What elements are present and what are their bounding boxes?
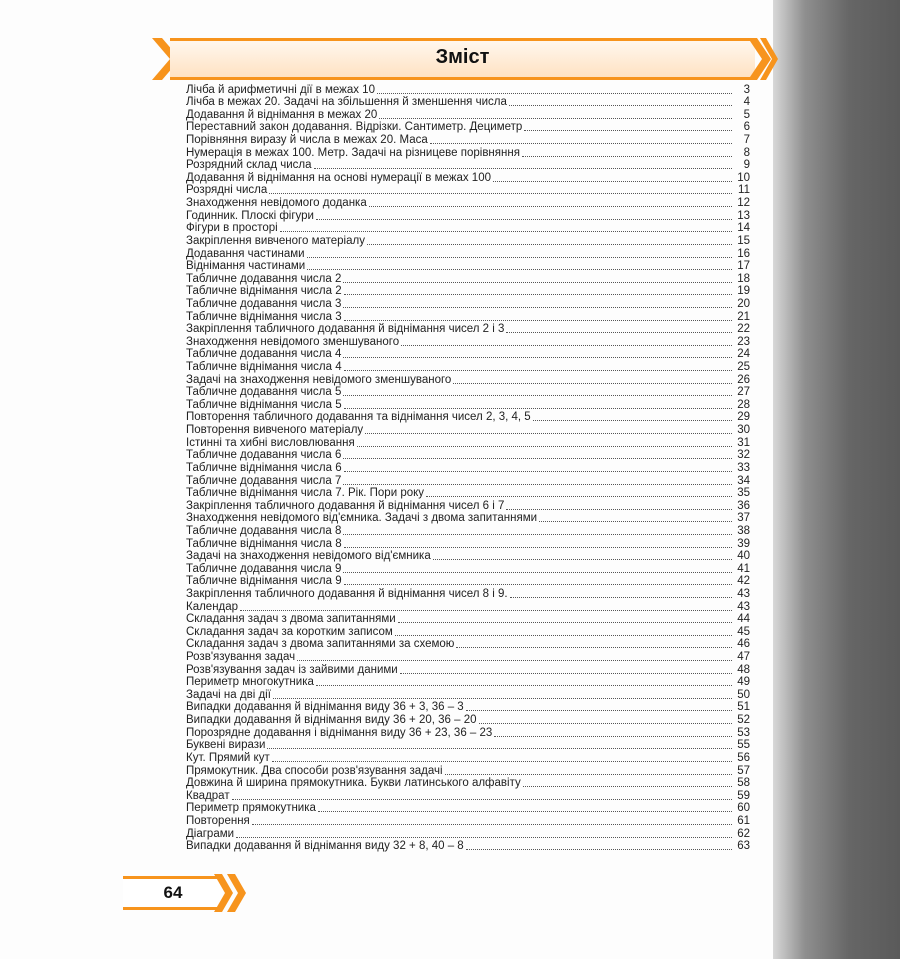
toc-entry-title: Табличне віднімання числа 5: [186, 398, 342, 411]
toc-dot-leader: [343, 484, 732, 485]
toc-entry: [186, 196, 750, 209]
toc-entry-title: Додавання й віднімання на основі нумерації в межах 100: [186, 171, 491, 184]
toc-entry: [186, 613, 750, 626]
toc-entry: [186, 499, 750, 512]
header-banner: [170, 38, 755, 80]
toc-entry-page: 60: [737, 802, 750, 815]
toc-entry-title: Повторення вивченого матеріалу: [186, 424, 364, 437]
toc-entry-title: Годинник. Плоскі фігури: [186, 209, 314, 222]
toc-entry-title: Табличне віднімання числа 8: [186, 537, 342, 550]
toc-entry-title: Табличне додавання числа 5: [186, 386, 342, 399]
toc-entry: [186, 184, 750, 197]
toc-entry: [186, 524, 750, 537]
toc-entry-page: 5: [743, 108, 750, 121]
toc-dot-leader: [267, 748, 732, 749]
toc-entry-page: 43: [737, 587, 750, 600]
toc-entry-title: Кут. Прямий кут: [186, 751, 270, 764]
toc-dot-leader: [280, 231, 732, 232]
toc-entry-page: 47: [737, 651, 750, 664]
toc-dot-leader: [494, 736, 732, 737]
toc-entry-page: 59: [737, 789, 750, 802]
toc-entry: [186, 701, 750, 714]
toc-entry-title: Закріплення табличного додавання й віднімання чисел 2 і 3: [186, 323, 505, 336]
toc-entry-title: Прямокутник. Два способи розв'язування задачі: [186, 764, 443, 777]
toc-entry-title: Повторення табличного додавання та віднімання чисел 2, 3, 4, 5: [186, 411, 531, 424]
toc-dot-leader: [343, 395, 732, 396]
toc-entry-page: 40: [737, 550, 750, 563]
toc-entry-title: Табличне віднімання числа 9: [186, 575, 342, 588]
toc-entry-title: Табличне віднімання числа 2: [186, 285, 342, 298]
toc-entry-page: 58: [737, 777, 750, 790]
toc-entry-page: 14: [737, 222, 750, 235]
toc-entry: [186, 840, 750, 853]
toc-dot-leader: [344, 408, 732, 409]
toc-entry-title: Табличне додавання числа 8: [186, 524, 342, 537]
toc-dot-leader: [273, 698, 732, 699]
toc-entry-title: Буквені вирази: [186, 739, 266, 752]
toc-entry-page: 28: [737, 398, 750, 411]
toc-dot-leader: [509, 105, 732, 106]
toc-entry: [186, 726, 750, 739]
toc-entry: [186, 133, 750, 146]
toc-dot-leader: [479, 723, 733, 724]
toc-dot-leader: [316, 219, 732, 220]
toc-entry: [186, 222, 750, 235]
toc-entry-page: 4: [743, 96, 750, 109]
toc-dot-leader: [343, 357, 732, 358]
toc-entry: [186, 323, 750, 336]
toc-entry-title: Випадки додавання й віднімання виду 36 + 20, 36 – 20: [186, 714, 477, 727]
toc-entry: [186, 247, 750, 260]
toc-entry-title: Знаходження невідомого доданка: [186, 197, 367, 210]
toc-entry-page: 62: [737, 827, 750, 840]
toc-dot-leader: [344, 320, 732, 321]
toc-entry-title: Порівняння виразу й числа в межах 20. Маса: [186, 134, 428, 147]
toc-dot-leader: [533, 420, 732, 421]
toc-entry: [186, 650, 750, 663]
toc-entry-title: Закріплення табличного додавання й віднімання чисел 8 і 9.: [186, 587, 508, 600]
toc-entry: [186, 663, 750, 676]
toc-entry-page: 46: [737, 638, 750, 651]
toc-entry-page: 22: [737, 323, 750, 336]
toc-entry: [186, 373, 750, 386]
toc-dot-leader: [365, 433, 732, 434]
toc-dot-leader: [367, 244, 732, 245]
toc-entry-title: Закріплення вивченого матеріалу: [186, 234, 365, 247]
toc-entry-page: 61: [737, 814, 750, 827]
toc-dot-leader: [398, 622, 732, 623]
toc-entry: [186, 638, 750, 651]
toc-entry: [186, 474, 750, 487]
toc-entry-page: 16: [737, 247, 750, 260]
toc-entry-title: Розрядні числа: [186, 184, 268, 197]
toc-dot-leader: [344, 370, 732, 371]
toc-entry-page: 38: [737, 524, 750, 537]
toc-entry: [186, 310, 750, 323]
toc-dot-leader: [369, 206, 732, 207]
toc-entry: [186, 562, 750, 575]
toc-dot-leader: [344, 547, 732, 548]
toc-entry-title: Задачі на знаходження невідомого зменшуваного: [186, 373, 452, 386]
toc-entry: [186, 739, 750, 752]
toc-entry-page: 24: [737, 348, 750, 361]
toc-dot-leader: [343, 282, 732, 283]
page-number: 64: [163, 883, 183, 902]
toc-dot-leader: [236, 837, 732, 838]
toc-dot-leader: [269, 193, 732, 194]
toc-entry: [186, 423, 750, 436]
toc-entry-page: 51: [737, 701, 750, 714]
toc-entry: [186, 814, 750, 827]
toc-entry-title: Задачі на знаходження невідомого від'ємника: [186, 550, 431, 563]
toc-entry-page: 18: [737, 272, 750, 285]
toc-entry-page: 8: [743, 146, 750, 159]
toc-entry: [186, 600, 750, 613]
toc-entry-title: Закріплення табличного додавання й віднімання чисел 6 і 7: [186, 499, 505, 512]
toc-entry-page: 35: [737, 487, 750, 500]
toc-entry-page: 39: [737, 537, 750, 550]
toc-entry-page: 53: [737, 726, 750, 739]
toc-entry-title: Переставний закон додавання. Відрізки. Сантиметр. Дециметр: [186, 121, 523, 134]
toc-dot-leader: [539, 521, 732, 522]
toc-dot-leader: [433, 559, 732, 560]
toc-entry-title: Календар: [186, 600, 239, 613]
toc-entry: [186, 272, 750, 285]
toc-entry: [186, 348, 750, 361]
toc-dot-leader: [343, 458, 732, 459]
toc-entry-title: Табличне додавання числа 6: [186, 449, 342, 462]
toc-dot-leader: [343, 534, 732, 535]
toc-entry-page: 29: [737, 411, 750, 424]
toc-dot-leader: [453, 383, 732, 384]
toc-entry: [186, 512, 750, 525]
toc-entry-title: Табличне віднімання числа 7. Рік. Пори року: [186, 487, 425, 500]
toc-dot-leader: [343, 307, 732, 308]
toc-entry: [186, 827, 750, 840]
toc-dot-leader: [240, 610, 732, 611]
toc-entry: [186, 461, 750, 474]
toc-entry-title: Розв'язування задач із зайвими даними: [186, 663, 398, 676]
toc-dot-leader: [523, 786, 732, 787]
toc-entry: [186, 260, 750, 273]
toc-entry-title: Розв'язування задач: [186, 651, 296, 664]
toc-dot-leader: [314, 168, 733, 169]
toc-entry-page: 13: [737, 209, 750, 222]
toc-dot-leader: [379, 118, 732, 119]
toc-dot-leader: [252, 824, 732, 825]
footer-banner: [123, 876, 223, 910]
toc-entry: [186, 234, 750, 247]
table-of-contents: [186, 83, 750, 852]
toc-dot-leader: [272, 761, 732, 762]
toc-dot-leader: [343, 572, 732, 573]
toc-entry-page: 6: [743, 121, 750, 134]
toc-entry-title: Табличне додавання числа 2: [186, 272, 342, 285]
toc-entry: [186, 159, 750, 172]
toc-entry: [186, 487, 750, 500]
toc-entry-page: 34: [737, 474, 750, 487]
toc-entry: [186, 764, 750, 777]
toc-entry-page: 50: [737, 688, 750, 701]
toc-entry: [186, 625, 750, 638]
toc-entry-title: Істинні та хибні висловлювання: [186, 436, 355, 449]
toc-entry-title: Табличне додавання числа 7: [186, 474, 342, 487]
toc-entry-title: Додавання частинами: [186, 247, 305, 260]
toc-dot-leader: [401, 345, 732, 346]
toc-entry-page: 52: [737, 714, 750, 727]
toc-dot-leader: [400, 673, 732, 674]
toc-entry: [186, 436, 750, 449]
toc-entry: [186, 386, 750, 399]
toc-entry: [186, 789, 750, 802]
toc-entry: [186, 96, 750, 109]
toc-entry: [186, 297, 750, 310]
toc-entry: [186, 285, 750, 298]
toc-entry-title: Складання задач за коротким записом: [186, 625, 393, 638]
toc-entry-title: Табличне віднімання числа 3: [186, 310, 342, 323]
toc-entry-page: 41: [737, 562, 750, 575]
toc-entry-page: 44: [737, 613, 750, 626]
toc-entry-title: Довжина й ширина прямокутника. Букви латинського алфавіту: [186, 777, 521, 790]
toc-entry-page: 49: [737, 676, 750, 689]
toc-entry-page: 20: [737, 297, 750, 310]
toc-entry-page: 32: [737, 449, 750, 462]
toc-entry: [186, 777, 750, 790]
toc-entry-page: 17: [737, 260, 750, 273]
toc-entry-title: Нумерація в межах 100. Метр. Задачі на різницеве порівняння: [186, 146, 520, 159]
toc-entry-page: 37: [737, 512, 750, 525]
toc-entry-title: Периметр многокутника: [186, 676, 314, 689]
page-edge-shadow: [773, 0, 900, 959]
toc-entry-page: 19: [737, 285, 750, 298]
toc-entry-page: 45: [737, 625, 750, 638]
toc-entry: [186, 209, 750, 222]
toc-dot-leader: [307, 269, 732, 270]
toc-entry-page: 11: [738, 184, 750, 197]
page-title: Зміст: [435, 46, 490, 68]
toc-dot-leader: [316, 685, 732, 686]
toc-entry: [186, 108, 750, 121]
toc-entry-title: Розрядний склад числа: [186, 159, 312, 172]
toc-entry-page: 15: [737, 234, 750, 247]
toc-entry: [186, 751, 750, 764]
toc-entry: [186, 537, 750, 550]
toc-entry-page: 48: [737, 663, 750, 676]
toc-entry-title: Додавання й віднімання в межах 20: [186, 108, 378, 121]
toc-entry-title: Порозрядне додавання і віднімання виду 36 + 23, 36 – 23: [186, 726, 493, 739]
toc-entry-page: 27: [737, 386, 750, 399]
toc-entry-page: 21: [737, 310, 750, 323]
toc-dot-leader: [344, 471, 732, 472]
toc-dot-leader: [506, 509, 732, 510]
toc-dot-leader: [357, 446, 732, 447]
toc-entry: [186, 146, 750, 159]
toc-dot-leader: [524, 130, 732, 131]
toc-entry: [186, 802, 750, 815]
toc-entry-title: Повторення: [186, 814, 250, 827]
toc-entry: [186, 587, 750, 600]
toc-dot-leader: [466, 710, 732, 711]
toc-dot-leader: [493, 181, 732, 182]
toc-entry-title: Периметр прямокутника: [186, 802, 316, 815]
toc-entry-page: 9: [743, 159, 750, 172]
toc-entry-title: Випадки додавання й віднімання виду 36 + 3, 36 – 3: [186, 701, 464, 714]
toc-entry-title: Табличне додавання числа 9: [186, 562, 342, 575]
toc-entry-page: 30: [737, 424, 750, 437]
toc-entry-page: 56: [737, 751, 750, 764]
toc-dot-leader: [318, 811, 732, 812]
toc-entry-page: 10: [737, 171, 750, 184]
toc-entry-title: Фігури в просторі: [186, 222, 278, 235]
toc-entry-title: Квадрат: [186, 789, 230, 802]
toc-entry-page: 25: [737, 361, 750, 374]
toc-entry: [186, 171, 750, 184]
toc-entry-page: 36: [737, 499, 750, 512]
toc-entry-title: Знаходження невідомого зменшуваного: [186, 335, 400, 348]
toc-entry-title: Діаграми: [186, 827, 235, 840]
toc-entry-title: Задачі на дві дії: [186, 688, 271, 701]
toc-entry-page: 33: [737, 461, 750, 474]
toc-dot-leader: [344, 294, 732, 295]
toc-entry-page: 3: [743, 83, 750, 96]
toc-entry: [186, 335, 750, 348]
toc-entry-title: Віднімання частинами: [186, 260, 306, 273]
toc-dot-leader: [510, 597, 732, 598]
toc-entry: [186, 688, 750, 701]
toc-dot-leader: [377, 93, 732, 94]
toc-entry-title: Табличне додавання числа 4: [186, 348, 342, 361]
toc-dot-leader: [395, 635, 732, 636]
toc-dot-leader: [344, 584, 732, 585]
toc-dot-leader: [426, 496, 732, 497]
toc-dot-leader: [297, 660, 732, 661]
toc-dot-leader: [466, 849, 732, 850]
toc-entry: [186, 575, 750, 588]
footer-chevrons-icon: [214, 874, 248, 912]
toc-entry: [186, 676, 750, 689]
header-right-chevrons-icon: [748, 38, 778, 80]
toc-dot-leader: [522, 156, 732, 157]
toc-entry-title: Знаходження невідомого від'ємника. Задачі з двома запитаннями: [186, 512, 538, 525]
toc-entry: [186, 83, 750, 96]
toc-entry-page: 7: [743, 134, 750, 147]
toc-dot-leader: [430, 143, 732, 144]
toc-entry-page: 63: [737, 840, 750, 853]
toc-entry-title: Табличне віднімання числа 4: [186, 361, 342, 374]
toc-entry-page: 26: [737, 373, 750, 386]
toc-entry-page: 43: [737, 600, 750, 613]
toc-entry-title: Табличне віднімання числа 6: [186, 461, 342, 474]
toc-entry: [186, 360, 750, 373]
toc-entry-title: Складання задач з двома запитаннями за схемою: [186, 638, 455, 651]
toc-entry: [186, 411, 750, 424]
toc-entry-page: 57: [737, 764, 750, 777]
toc-entry: [186, 449, 750, 462]
toc-entry: [186, 121, 750, 134]
toc-dot-leader: [506, 332, 732, 333]
toc-dot-leader: [307, 257, 732, 258]
toc-entry-title: Лічба в межах 20. Задачі на збільшення й зменшення числа: [186, 96, 507, 109]
toc-entry-title: Лічба й арифметичні дії в межах 10: [186, 83, 375, 96]
toc-entry: [186, 713, 750, 726]
toc-dot-leader: [445, 774, 732, 775]
toc-dot-leader: [456, 647, 732, 648]
toc-entry: [186, 398, 750, 411]
toc-entry: [186, 550, 750, 563]
toc-entry-page: 12: [737, 197, 750, 210]
toc-dot-leader: [232, 799, 732, 800]
toc-entry-page: 42: [737, 575, 750, 588]
toc-entry-page: 55: [737, 739, 750, 752]
toc-entry-title: Складання задач з двома запитаннями: [186, 613, 396, 626]
toc-entry-page: 23: [737, 335, 750, 348]
toc-entry-page: 31: [737, 436, 750, 449]
toc-entry-title: Табличне додавання числа 3: [186, 297, 342, 310]
toc-entry-title: Випадки додавання й віднімання виду 32 + 8, 40 – 8: [186, 840, 464, 853]
